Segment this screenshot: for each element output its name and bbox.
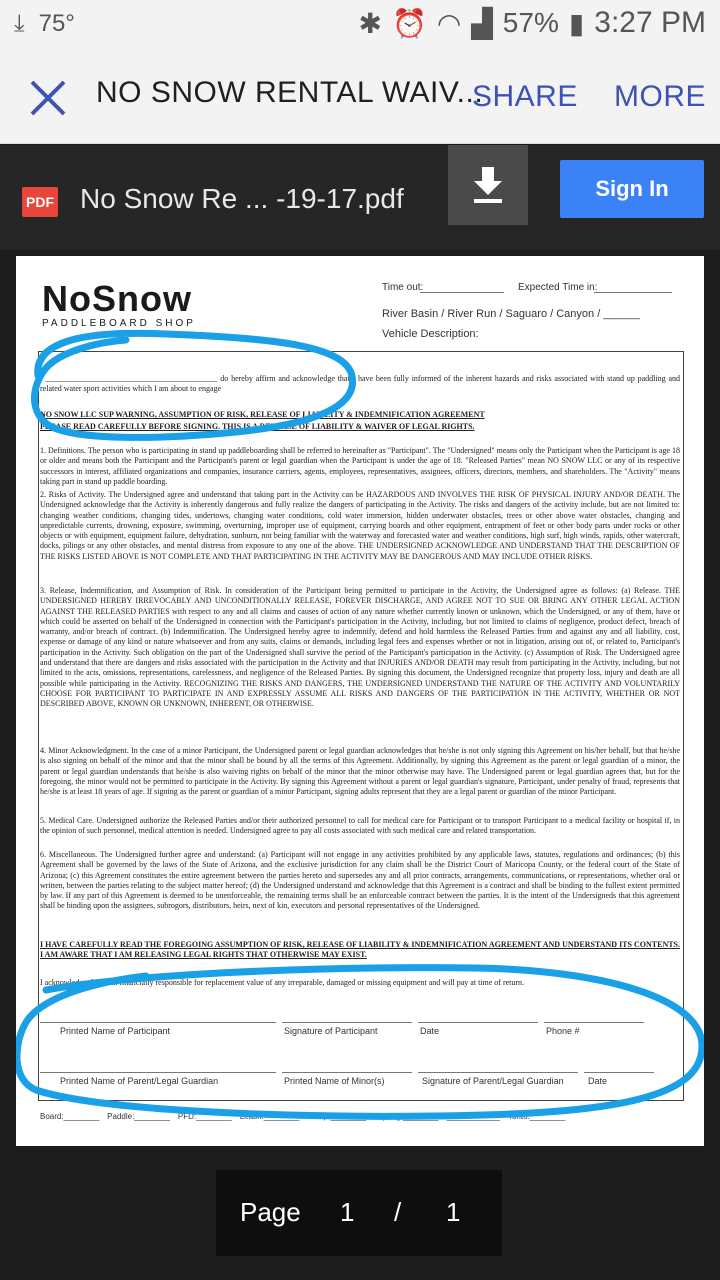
download-status-icon: ⤓ (14, 10, 25, 37)
intro-text: I ___________________________________________ do hereby affirm and acknowledge that I have been fully informed of the inherent hazards and risks associated with stand up paddling and related water sport activities which I am about to engage (40, 374, 680, 394)
pdf-file-icon: PDF (22, 187, 58, 217)
equipment-drybag: DryBag:________ (374, 1112, 439, 1121)
equipment-paddle: Paddle:________ (107, 1112, 170, 1121)
page-indicator (216, 1170, 502, 1256)
signature-guardian-label: Signature of Parent/Legal Guardian (422, 1076, 564, 1086)
section-medical: 5. Medical Care. Undersigned authorize the Released Parties and/or their authorized personnel to call for medical care for Participant or to transport Participant to a medical facility or hospital if, in the opinion of such personnel, medical attention is needed. Undersigned agree to pay all costs associated with such medical care and related transportation. (40, 816, 680, 836)
wifi-icon: ◠ (436, 7, 462, 39)
temperature: 75° (38, 10, 75, 37)
equipment-pfd: PFD:________ (177, 1112, 232, 1121)
date-label-2: Date (588, 1076, 608, 1086)
status-bar (0, 0, 720, 50)
equipment-leash: Leash:________ (239, 1112, 300, 1121)
page-label: Page (240, 1197, 301, 1227)
clock: 3:27 PM (594, 6, 706, 39)
attachment-title: NO SNOW RENTAL WAIV... (96, 76, 484, 109)
bluetooth-icon: ✱ (358, 7, 382, 39)
printed-name-guardian-label: Printed Name of Parent/Legal Guardian (60, 1076, 219, 1086)
equipment-board: Board:________ (40, 1112, 100, 1121)
nosnow-logo: NoSnow PADDLEBOARD SHOP (42, 278, 196, 329)
section-release: 3. Release, Indemnification, and Assumption of Risk. In consideration of the Participant being permitted to participate in the Activity, the Undersigned agree as follows: (a) Release. THE UNDERSIGNED HEREBY IRREVOCABLY AND UNCONDITIONALLY RELEASE, FOREVER DISCHARGE, AND AGREE NOT TO SUE OR BRING ANY OTHER LEGAL ACTION AGAINST THE RELEASED PARTIES with respect to any and all claims and causes of action of any nature whether currently known or unknown, which the Undersigned, or any of them, have or which could be asserted on behalf of the Undersigned in connection with the Participant's participation in the Activity, including, but not limited to claims of negligence, product defect, breach of warranty, and/or breach of contract. (b) Indemnification. The Undersigned hereby agree to indemnify, defend and hold harmless the Released Parties from and against any and all liability, cost, expense or damage of any kind or nature whatsoever and from any suits, claims or demands, including legal fees and expenses whether or not in litigation, arising out of, or related to, Participant's participation in the Activity. Such obligation on the part of the Undersigned shall survive the period of the Participant's participation in the Activity. (c) Assumption of Risk. The Undersigned agree and understand that there are dangers and risks associated with the participation in the Activity and that INJURIES AND/OR DEATH may result from participating in the Activity, including, but not limited to the acts, omissions, representations, carelessness, and negligence of the Released Parties. By signing this document, the Undersigned recognize that property loss, injury and death are all possible while participating in the Activity. RECOGNIZING THE RISKS AND DANGERS, THE UNDERSIGNED UNDERSTAND THE NATURE OF THE ACTIVITY AND VOLUNTARILY CHOOSE FOR PARTICIPANT TO PARTICIPATE IN AND EXPRESSLY ASSUME ALL RISKS AND DANGERS OF THE PARTICIPATION IN THE ACTIVITY, WHETHER OR NOT DESCRIBED ABOVE, KNOWN OR UNKNOWN, INHERENT, OR OTHERWISE. (40, 586, 680, 709)
equipment-acknowledgment: I acknowledge that I am financially responsible for replacement value of any irreparable, damaged or missing equipment and will pay at time of return. (40, 978, 525, 987)
vehicle-description-label: Vehicle Description: (382, 328, 479, 340)
more-button[interactable]: MORE (614, 80, 706, 113)
section-miscellaneous: 6. Miscellaneous. The Undersigned further agree and understand: (a) Participant will not engage in any activities prohibited by any applicable laws, statutes, regulations and ordinances; (b) this Agreement shall be governed by the laws of the State of Arizona, and the exclusive jurisdiction for any claim shall be the District Court of Maricopa County, or the federal court of the State of Arizona; (c) this Agreement constitutes the entire agreement between the parties hereto and supersedes any and all prior contracts, arrangements, communications, or representations, whether oral or written, between the parties relating to the subject matter hereof; (d) the Undersigned understand and acknowledge that this Agreement is a contract and shall be binding to the fullest extent permitted by law. If any part of this Agreement is deemed to be unenforceable, the remaining terms shall be an enforceable contract between the parties. It is the intent of the Undersigneds that this agreement shall be binding upon the assignees, subrogors, distributors, heirs, next of kin, executors and personal representatives of the Undersigned. (40, 850, 680, 911)
signal-icon: ▟ (471, 7, 493, 39)
current-page: 1 (340, 1197, 355, 1227)
time-out-label: Time out: (382, 282, 424, 293)
closing-statement: I HAVE CAREFULLY READ THE FOREGOING ASSUMPTION OF RISK, RELEASE OF LIABILITY & INDEMNIFICATION AGREEMENT AND UNDERSTAND ITS CONTENTS. I AM AWARE THAT I AM RELEASING LEGAL RIGHTS THAT OTHERWISE MAY EXIST. (40, 940, 680, 960)
battery-icon: ▮ (568, 7, 585, 39)
viewer-toolbar (0, 145, 720, 250)
waiver-heading: NO SNOW LLC SUP WARNING, ASSUMPTION OF RISK, RELEASE OF LIABILITY & INDEMNIFICATION AGREEMENT (40, 410, 485, 419)
close-button[interactable] (22, 72, 74, 124)
share-button[interactable]: SHARE (472, 80, 578, 113)
expected-time-in-label: Expected Time in: (518, 282, 598, 293)
total-pages: 1 (446, 1197, 461, 1227)
sign-in-button[interactable]: Sign In (560, 160, 704, 218)
equipment-checklist (40, 1112, 565, 1121)
file-name: No Snow Re ... -19-17.pdf (80, 183, 404, 214)
printed-name-participant-label: Printed Name of Participant (60, 1026, 171, 1036)
printed-name-minor-label: Printed Name of Minor(s) (284, 1076, 385, 1086)
equipment-other: ____________ (446, 1112, 500, 1121)
equipment-tonto: Tonto:________ (507, 1112, 566, 1121)
battery-percent: 57% (502, 7, 559, 38)
phone-label: Phone # (546, 1026, 580, 1036)
section-risks: 2. Risks of Activity. The Undersigned agree and understand that taking part in the Activity can be HAZARDOUS AND INVOLVES THE RISK OF PHYSICAL INJURY AND/OR DEATH. The Undersigned acknowledge that the Activity is inherently dangerous and fully realize the dangers of participating in the Activity. The risks and dangers of the activity include, but are not limited to: changing weather conditions, changing tides, undertows, changing water conditions, cold water immersion, hidden underwater obstacles, trees or other above water obstacles, changing and unpredictable currents, drowning, exposure, swimming, overturning, improper use of equipment, carrying boards and other equipment, entrapment of feet or other body parts under rocks or other objects or with equipment, equipment failure, dehydration, sunburn, not being familiar with the waterway and forecasted water and weather conditions, high surf, high winds, rapids, other watercraft, docks, pilings or any other obstacles, and mental distress from exposure to any one of the above. THE UNDERSIGNED ACKNOWLEDGE AND UNDERSTAND THAT THE DESCRIPTION OF THE RISKS LISTED ABOVE IS NOT COMPLETE AND THAT PARTICIPATING IN THE ACTIVITY MAY BE DANGEROUS AND MAY INCLUDE OTHER RISKS. (40, 490, 680, 561)
section-definitions: 1. Definitions. The person who is participating in stand up paddleboarding shall be referred to hereinafter as "Participant". The "Undersigned" means only the Participant when the Participant is age 18 or older and means both the Participant and the Participant's parent or legal guardian when the Participant is under the age of 18. "Released Parties" mean NO SNOW LLC or any of its respective successors in interest, affiliated organizations and companies, insurance carriers, agents, employees, representatives, assignees, officers, directors, members, and shareholders. The "Activity" means taking part in stand up paddle boarding. (40, 446, 680, 486)
signature-participant-label: Signature of Participant (284, 1026, 378, 1036)
date-label: Date (420, 1026, 440, 1036)
alarm-icon: ⏰ (391, 7, 427, 39)
equipment-pump: Pump:________ (307, 1112, 367, 1121)
close-icon (22, 72, 74, 124)
page-separator: / (394, 1197, 402, 1227)
waiver-subheading: PLEASE READ CAREFULLY BEFORE SIGNING. THIS IS A RELEASE OF LIABILITY & WAIVER OF LEGAL RIGHTS. (40, 422, 475, 431)
app-bar (0, 50, 720, 144)
locations-line: River Basin / River Run / Saguaro / Canyon / ______ (382, 308, 641, 320)
download-icon (448, 145, 528, 225)
download-button[interactable] (448, 145, 528, 225)
pdf-page[interactable] (16, 256, 704, 1146)
section-minor: 4. Minor Acknowledgment. In the case of a minor Participant, the Undersigned parent or legal guardian acknowledges that he/she is not only signing this Agreement on his/her behalf, but that he/she is also signing on behalf of the minor and that the minor shall be bound by all the terms of this Agreement. Additionally, by signing this Agreement as the parent or legal guardian of a minor, the parent or legal guardian understands that he/she is also waiving rights on behalf of the minor that the minor otherwise may have. The Undersigned parent or legal guardian agrees that, but for the foregoing, the minor would not be permitted to participate in the Activity. By signing this Agreement without a parent or legal guardian's signature, Participant, under penalty of fraud, represents that he/she is at least 18 years of age. If signing as the parent or guardian of a minor Participant, signing adults represent that they are a legal parent or guardian of the minor Participant. (40, 746, 680, 797)
